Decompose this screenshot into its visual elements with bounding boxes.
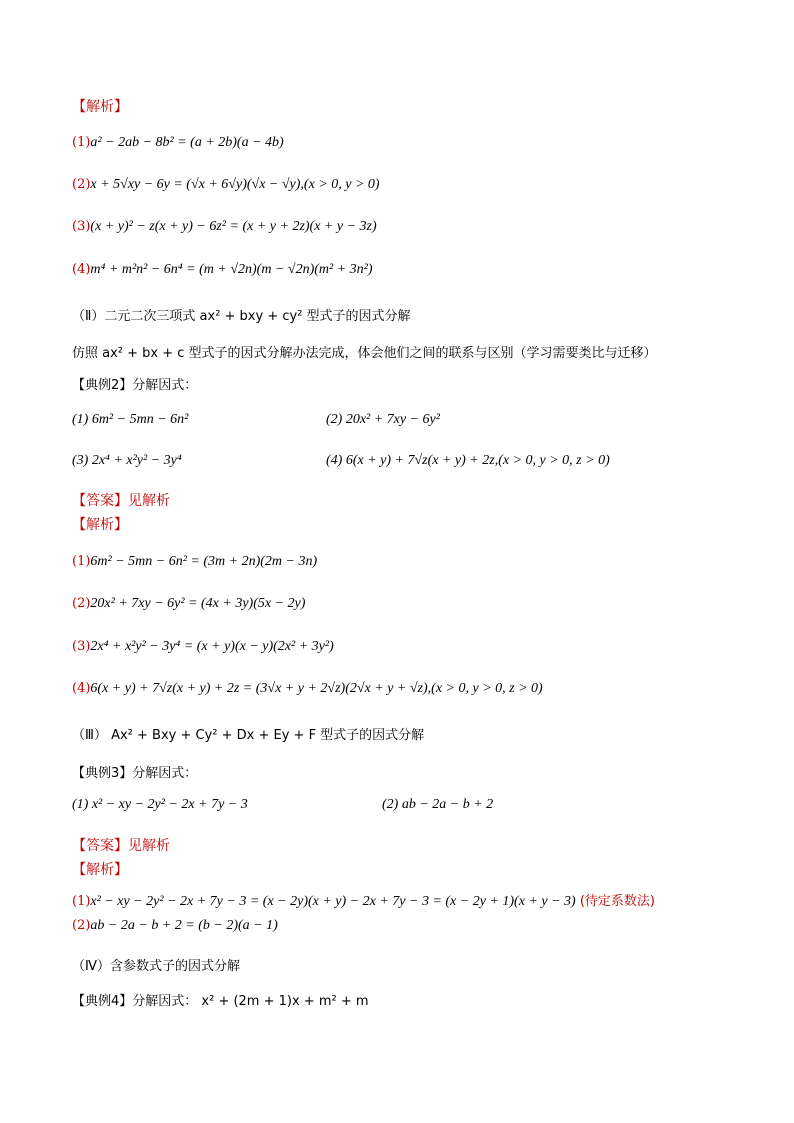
example-item: (3) 2x⁴ + x²y² − 3y⁴ (72, 453, 182, 468)
part3-title: （Ⅲ） Ax² + Bxy + Cy² + Dx + Ey + F 型式子的因式分解 (72, 728, 425, 743)
item-number: (2) (72, 918, 91, 933)
math-expression: 6(x + y) + 7√z(x + y) + 2z = (3√x + y + 2√z)(2√x + y + √z),(x > 0, y > 0, z > 0) (90, 681, 543, 696)
solution-line (72, 177, 380, 193)
part4-title: （Ⅳ）含参数式子的因式分解 (72, 959, 240, 974)
solution-line (72, 639, 334, 655)
section-head-2: 【解析】 (72, 517, 128, 533)
math-expression: 2x⁴ + x²y² − 3y⁴ = (x + y)(x − y)(2x² + 3y²) (90, 639, 334, 654)
example-item: (1) x² − xy − 2y² − 2x + 7y − 3 (72, 797, 248, 812)
example-item: (4) 6(x + y) + 7√z(x + y) + 2z,(x > 0, y > 0, z > 0) (326, 453, 610, 468)
example-item: (2) ab − 2a − b + 2 (382, 797, 494, 812)
item-number: (2) (72, 596, 91, 611)
solution-line (72, 554, 317, 570)
example2-title: 【典例2】分解因式： (72, 378, 198, 393)
math-expression: 20x² + 7xy − 6y² = (4x + 3y)(5x − 2y) (90, 596, 306, 611)
solution-line (72, 135, 284, 151)
solution-line (72, 262, 373, 278)
solution-line (72, 681, 543, 697)
example-item: (2) 20x² + 7xy − 6y² (326, 412, 440, 427)
math-expression: ab − 2a − b + 2 = (b − 2)(a − 1) (90, 918, 278, 933)
solution-line (72, 890, 655, 910)
solution-line (72, 596, 305, 612)
item-number: (1) (72, 894, 91, 909)
item-number: (3) (72, 639, 91, 654)
method-note: (待定系数法) (579, 894, 655, 909)
item-number: (4) (72, 262, 91, 277)
math-expression: a² − 2ab − 8b² = (a + 2b)(a − 4b) (90, 135, 284, 150)
answer-label: 【答案】见解析 (72, 838, 170, 854)
example3-title: 【典例3】分解因式： (72, 766, 198, 781)
math-expression: (x + y)² − z(x + y) − 6z² = (x + y + 2z)(x + y − 3z) (90, 219, 377, 234)
item-number: (1) (72, 554, 91, 569)
part2-intro: 仿照 ax² + bx + c 型式子的因式分解办法完成，体会他们之间的联系与区别（学习需要类比与迁移） (72, 346, 657, 361)
section-head-3: 【解析】 (72, 862, 128, 878)
item-number: (3) (72, 219, 91, 234)
item-number: (2) (72, 177, 91, 192)
answer-label: 【答案】见解析 (72, 493, 170, 509)
example4-title: 【典例4】分解因式： x² + (2m + 1)x + m² + m (72, 994, 369, 1009)
example-item: (1) 6m² − 5mn − 6n² (72, 412, 189, 427)
solution-line (72, 219, 377, 235)
math-expression: x² − xy − 2y² − 2x + 7y − 3 = (x − 2y)(x + y) − 2x + 7y − 3 = (x − 2y + 1)(x + y − 3) (90, 894, 576, 909)
section-head-1: 【解析】 (72, 99, 128, 115)
solution-line (72, 918, 278, 934)
item-number: (4) (72, 681, 91, 696)
item-number: (1) (72, 135, 91, 150)
math-expression: 6m² − 5mn − 6n² = (3m + 2n)(2m − 3n) (90, 554, 318, 569)
math-expression: x + 5√xy − 6y = (√x + 6√y)(√x − √y),(x > 0, y > 0) (90, 177, 380, 192)
part2-title: （Ⅱ）二元二次三项式 ax² + bxy + cy² 型式子的因式分解 (72, 309, 411, 324)
math-expression: m⁴ + m²n² − 6n⁴ = (m + √2n)(m − √2n)(m² + 3n²) (90, 262, 373, 277)
